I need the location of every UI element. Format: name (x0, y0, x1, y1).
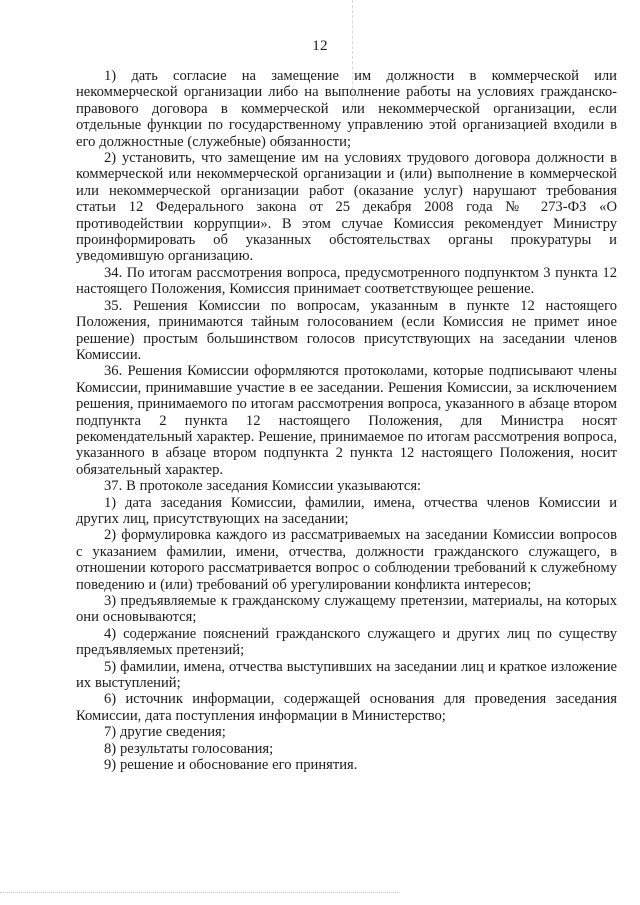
list-item-6: 6) источник информации, содержащей основания для проведения заседания Комиссии, дата поступления информации в Министерство; (76, 691, 617, 724)
list-item-8: 8) результаты голосования; (104, 740, 274, 757)
clause-35: 35. Решения Комиссии по вопросам, указанным в пункте 12 настоящего Положения, принимаются тайным голосованием (если Комиссия не примет иное решение) простым большинством голосов присутствующих на заседании членов Комиссии. (76, 297, 617, 363)
list-item-1: 1) дата заседания Комиссии, фамилии, имена, отчества членов Комиссии и других лиц, присутствующих на заседании; (76, 494, 617, 527)
list-item-3: 3) предъявляемые к гражданскому служащему претензии, материалы, на которых они основываются; (76, 593, 617, 626)
clause-37-heading: 37. В протоколе заседания Комиссии указываются: (104, 478, 422, 495)
list-item-4: 4) содержание пояснений гражданского служащего и других лиц по существу предъявляемых претензий; (76, 625, 617, 659)
list-item-9: 9) решение и обоснование его принятия. (104, 757, 358, 774)
document-body (76, 68, 617, 773)
subitem-1-consent: 1) дать согласие на замещение им должности в коммерческой или некоммерческой организации либо на выполнение работы на условиях гражданско-правового договора в коммерческой или некоммерческой организации, если отдельные функции по государственному управлению этой организацией входили в его должностные (служебные) обязанности; (76, 68, 617, 150)
subitem-2-violation: 2) установить, что замещение им на условиях трудового договора должности в коммерческой или некоммерческой организации и (или) выполнение в коммерческой или некоммерческой организации работ (оказание услуг) нарушают требования статьи 12 Федерального закона от 25 декабря 2008 года № 273-ФЗ «О противодействии коррупции». В этом случае Комиссия рекомендует Министру проинформировать об указанных обстоятельствах органы прокуратуры и уведомившую организацию. (76, 150, 617, 265)
clause-36: 36. Решения Комиссии оформляются протоколами, которые подписывают члены Комиссии, принимавшие участие в ее заседании. Решения Комиссии, за исключением решения, принимаемого по итогам рассмотрения вопроса, указанного в абзаце втором подпункта 2 пункта 12 настоящего Положения, для Министра носят рекомендательный характер. Решение, принимаемое по итогам рассмотрения вопроса, указанного в абзаце втором подпункта 2 пункта 12 настоящего Положения, носит обязательный характер. (76, 363, 617, 478)
clause-34: 34. По итогам рассмотрения вопроса, предусмотренного подпунктом 3 пункта 12 настоящего Положения, Комиссия принимает соответствующее решение. (76, 264, 617, 298)
page-number: 12 (312, 38, 328, 54)
list-item-7: 7) другие сведения; (104, 724, 226, 741)
scan-artifact-line-bottom (0, 892, 400, 893)
list-item-2: 2) формулировка каждого из рассматриваемых на заседании Комиссии вопросов с указанием фамилии, имени, отчества, должности гражданского служащего, в отношении которого рассматривается вопрос о соблюдении требований к служебному поведению и (или) требований об урегулировании конфликта интересов; (76, 527, 617, 593)
list-item-5: 5) фамилии, имена, отчества выступивших на заседании лиц и краткое изложение их выступлений; (76, 658, 617, 692)
